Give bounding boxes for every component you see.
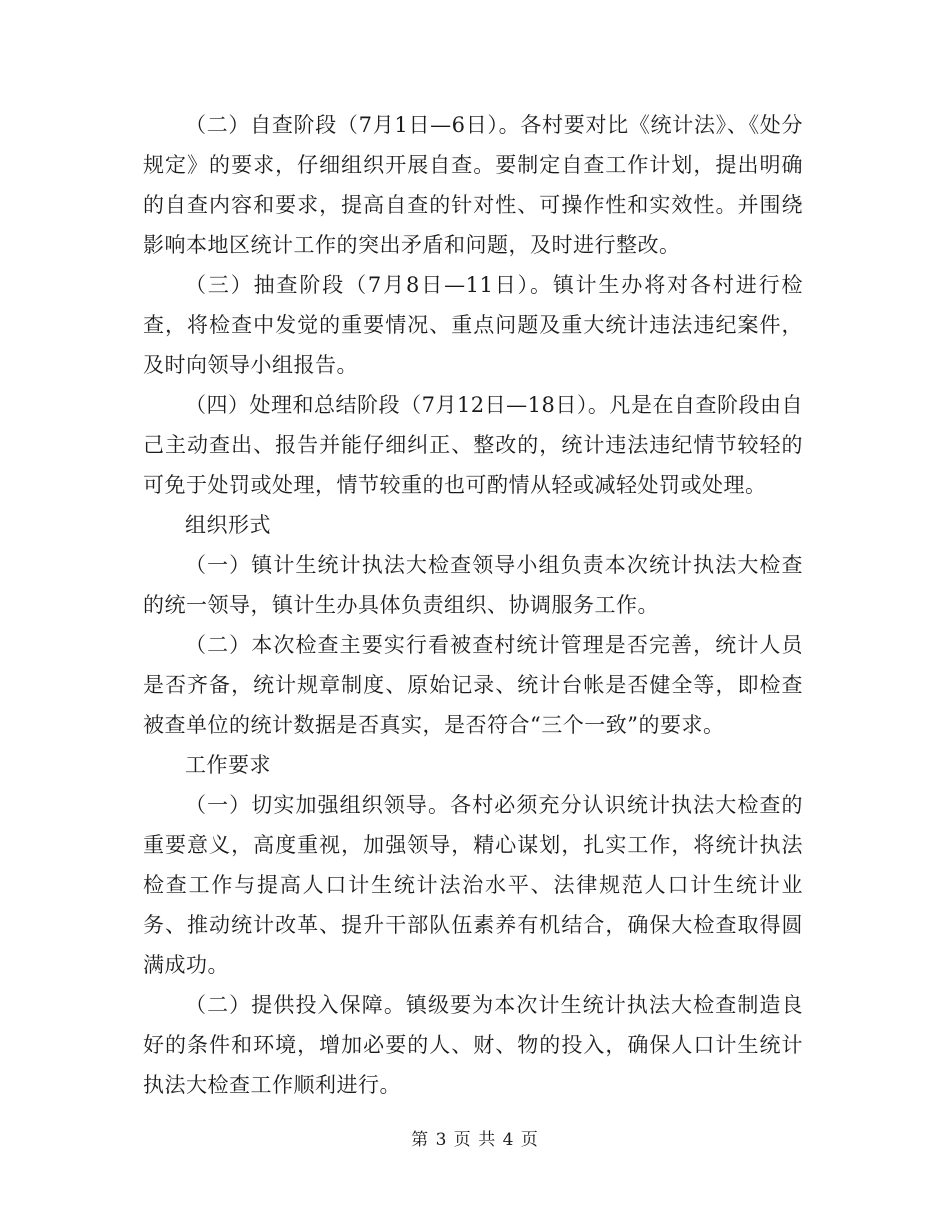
paragraph-handling-summary-stage: （四）处理和总结阶段（7月12日—18日）。凡是在自查阶段由自己主动查出、报告并能仔细纠正、整改的，统计违法违纪情节较轻的可免于处罚或处理，情节较重的也可酌情从轻或减轻处罚或处理。 xyxy=(143,393,803,497)
paragraph-leadership-group: （一）镇计生统计执法大检查领导小组负责本次统计执法大检查的统一领导，镇计生办具体负责组织、协调服务工作。 xyxy=(143,553,803,617)
page-number-footer: 第 3 页 共 4 页 xyxy=(411,1130,539,1150)
document-body xyxy=(143,105,803,1105)
paragraph-strengthen-leadership: （一）切实加强组织领导。各村必须充分认识统计执法大检查的重要意义，高度重视，加强领导，精心谋划，扎实工作，将统计执法检查工作与提高人口计生统计法治水平、法律规范人口计生统计业务、推动统计改革、提升干部队伍素养有机结合，确保大检查取得圆满成功。 xyxy=(143,793,803,977)
section-heading-requirements: 工作要求 xyxy=(185,753,271,777)
paragraph-inspection-content: （二）本次检查主要实行看被查村统计管理是否完善，统计人员是否齐备，统计规章制度、原始记录、统计台帐是否健全等，即检查被查单位的统计数据是否真实，是否符合“三个一致”的要求。 xyxy=(143,633,803,737)
paragraph-provide-investment: （二）提供投入保障。镇级要为本次计生统计执法大检查制造良好的条件和环境，增加必要的人、财、物的投入，确保人口计生统计执法大检查工作顺利进行。 xyxy=(143,993,803,1097)
paragraph-self-check-stage: （二）自查阶段（7月1日—6日）。各村要对比《统计法》、《处分规定》的要求，仔细组织开展自查。要制定自查工作计划，提出明确的自查内容和要求，提高自查的针对性、可操作性和实效性。并围绕影响本地区统计工作的突出矛盾和问题，及时进行整改。 xyxy=(143,113,803,257)
section-heading-organization: 组织形式 xyxy=(185,513,271,537)
paragraph-spot-check-stage: （三）抽查阶段（7月8日—11日）。镇计生办将对各村进行检查，将检查中发觉的重要情况、重点问题及重大统计违法违纪案件，及时向领导小组报告。 xyxy=(143,273,803,377)
